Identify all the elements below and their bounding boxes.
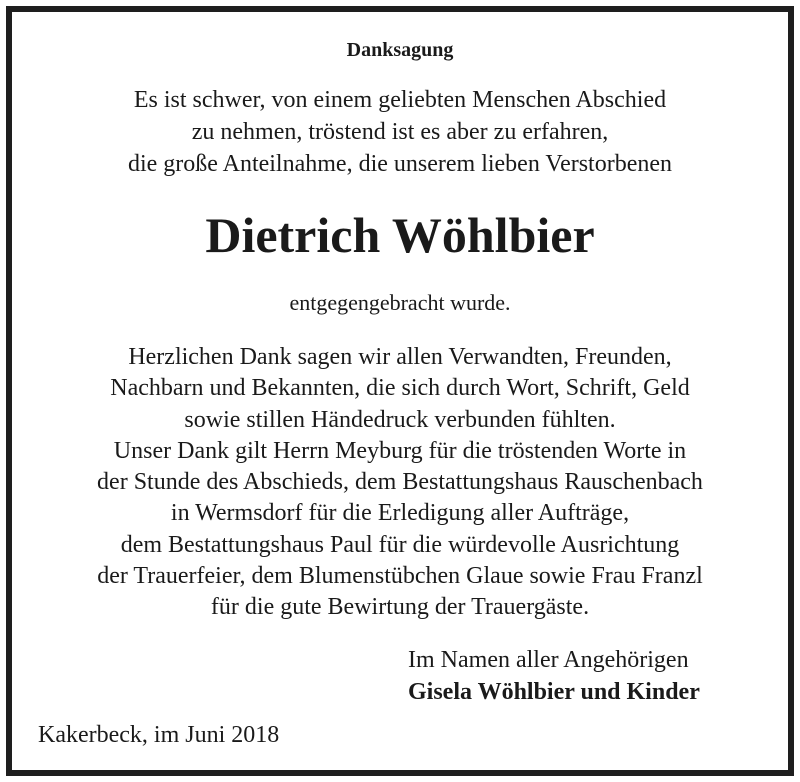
after-name-text: entgegengebracht wurde. bbox=[289, 290, 511, 315]
intro-line: zu nehmen, tröstend ist es aber zu erfahren, bbox=[191, 119, 609, 145]
notice-border bbox=[6, 6, 794, 776]
notice-title: Danksagung bbox=[346, 39, 454, 61]
intro-line: die große Anteilnahme, die unserem lieben Verstorbenen bbox=[127, 151, 673, 177]
signoff-block bbox=[408, 644, 768, 708]
thanks-line: Herzlichen Dank sagen wir allen Verwandten, Freunden, bbox=[128, 344, 672, 370]
thanks-line: dem Bestattungshaus Paul für die würdevolle Ausrichtung bbox=[120, 531, 680, 558]
signoff-line: Im Namen aller Angehörigen bbox=[408, 647, 689, 673]
thanks-line: sowie stillen Händedruck verbunden fühlten. bbox=[184, 406, 616, 433]
thanks-paragraph bbox=[12, 342, 788, 624]
notice-content bbox=[12, 12, 788, 770]
place-date: Kakerbeck, im Juni 2018 bbox=[38, 722, 280, 748]
deceased-name: Dietrich Wöhlbier bbox=[205, 207, 595, 263]
signoff-names: Gisela Wöhlbier und Kinder bbox=[408, 679, 700, 705]
thanks-line: für die gute Bewirtung der Trauergäste. bbox=[210, 594, 590, 621]
thanks-line: Nachbarn und Bekannten, die sich durch Wort, Schrift, Geld bbox=[110, 375, 690, 402]
thanks-line: Unser Dank gilt Herrn Meyburg für die tröstenden Worte in bbox=[113, 437, 687, 464]
thanks-line: in Wermsdorf für die Erledigung aller Aufträge, bbox=[170, 500, 630, 527]
intro-paragraph bbox=[12, 84, 788, 180]
intro-line: Es ist schwer, von einem geliebten Menschen Abschied bbox=[133, 87, 667, 113]
thanks-line: der Trauerfeier, dem Blumenstübchen Glaue sowie Frau Franzl bbox=[97, 563, 703, 590]
thanks-line: der Stunde des Abschieds, dem Bestattungshaus Rauschenbach bbox=[97, 469, 703, 496]
